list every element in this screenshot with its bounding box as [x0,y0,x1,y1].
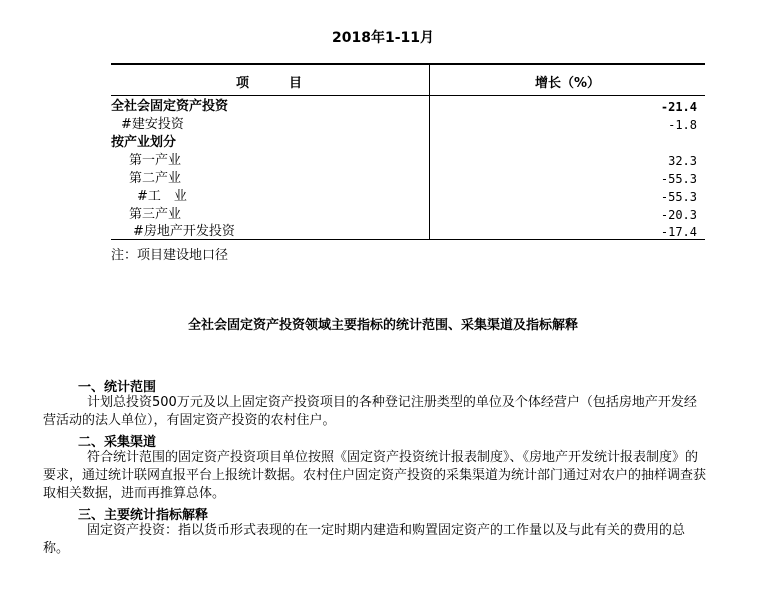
section-body: 固定资产投资：指以货币形式表现的在一定时期内建造和购置固定资产的工作量以及与此有关的费用的总称。 [43,523,686,556]
table-row [111,170,705,188]
table-bottom-rule [111,239,705,240]
row-value: -21.4 [660,100,697,114]
section-title: 全社会固定资产投资领域主要指标的统计范围、采集渠道及指标解释 [187,318,578,333]
row-value: 32.3 [668,154,697,168]
row-label: 第一产业 [129,153,182,168]
section-heading: 三、主要统计指标解释 [78,508,209,523]
row-label: 按产业划分 [111,135,177,150]
header-item [111,72,429,91]
row-label: #工 业 [137,189,187,204]
section-heading: 二、采集渠道 [78,435,157,450]
header-item-a: 项 [235,76,251,91]
table-header-rule [111,95,705,96]
table-row [111,206,705,224]
table-row [111,134,705,152]
section-body: 计划总投资500万元及以上固定资产投资项目的各种登记注册类型的单位及个体经营户（包括房地产开发经营活动的法人单位），有固定资产投资的农村住户。 [43,395,697,428]
row-label: 第二产业 [129,171,182,186]
section-body: 符合统计范围的固定资产投资项目单位按照《固定资产投资统计报表制度》、《房地产开发统计报表制度》的要求，通过统计联网直报平台上报统计数据。农村住户固定资产投资的采集渠道为统计部门通过对农户的抽样调查获取相关数据，进而再推算总体。 [43,450,707,501]
table-row [111,116,705,134]
table-note: 注：项目建设地口径 [111,248,229,263]
table-top-rule [111,63,705,65]
table-row [111,152,705,170]
row-value: -17.4 [660,225,697,239]
row-label: #房地产开发投资 [133,224,235,239]
section-heading: 一、统计范围 [78,380,157,395]
row-value: -55.3 [660,190,697,204]
row-value: -20.3 [660,208,697,222]
row-value: -55.3 [660,172,697,186]
row-label: 全社会固定资产投资 [111,99,229,114]
header-item-b: 目 [289,76,305,91]
table-row [111,98,705,116]
header-growth: 增长（%） [534,76,601,91]
report-period-title: 2018年1-11月 [332,30,434,46]
row-label: #建安投资 [121,117,184,132]
table-row [111,188,705,206]
row-value: -1.8 [668,118,697,132]
row-label: 第三产业 [129,207,182,222]
